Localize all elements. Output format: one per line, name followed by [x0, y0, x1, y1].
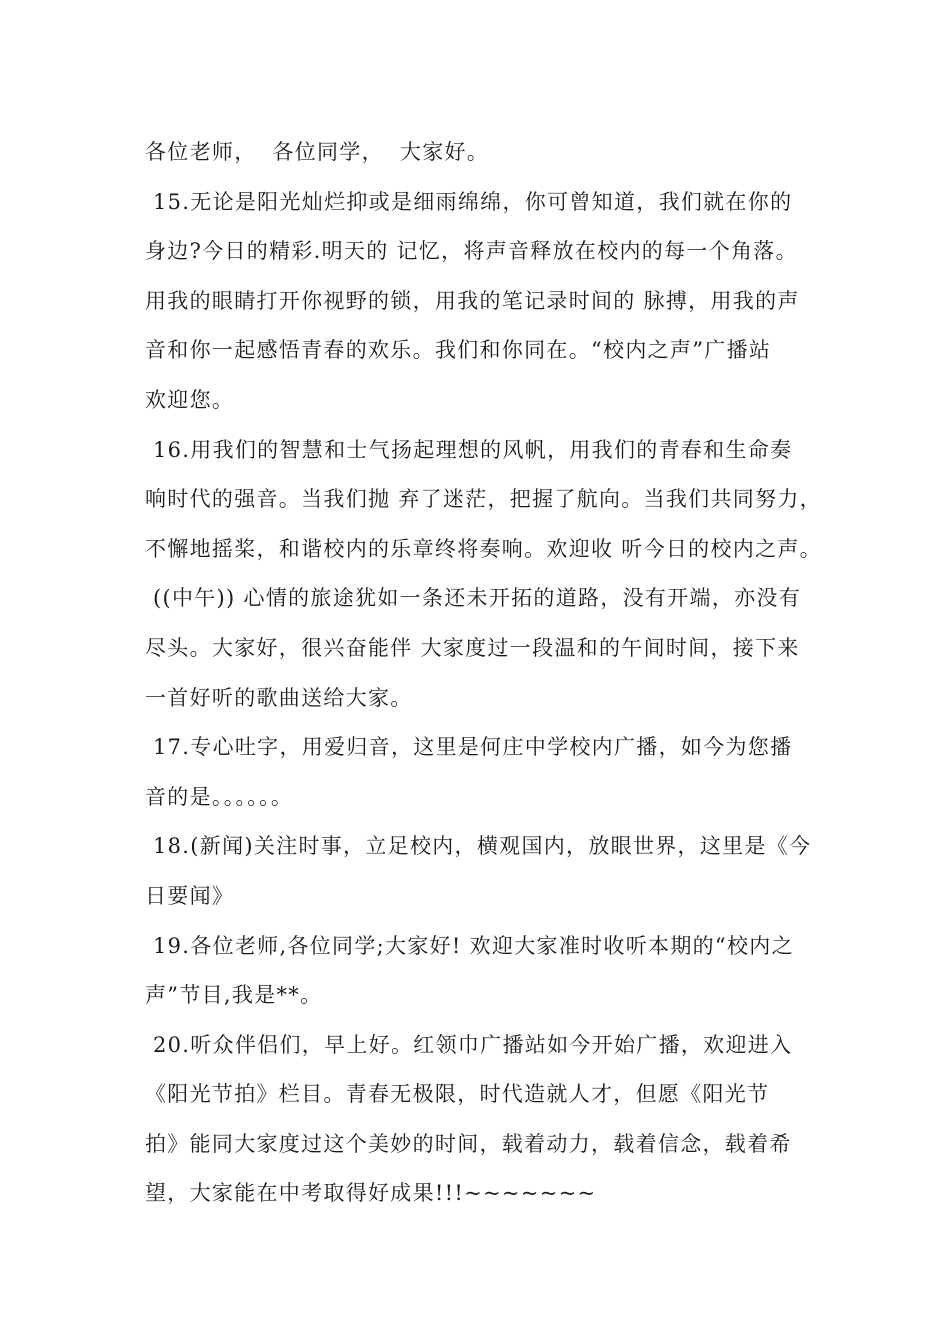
text-line: 拍》能同大家度过这个美妙的时间，载着动力，载着信念，载着希 — [145, 1131, 792, 1156]
text-line: 19.各位老师,各位同学;大家好! 欢迎大家准时收听本期的“校内之 — [145, 933, 794, 958]
text-line: 一首好听的歌曲送给大家。 — [145, 685, 413, 710]
text-line: 18.(新闻)关注时事，立足校内，横观国内，放眼世界，这里是《今 — [145, 834, 812, 859]
text-line: 欢迎您。 — [145, 387, 235, 412]
text-line: 响时代的强音。当我们抛 弃了迷茫，把握了航向。当我们共同努力， — [145, 487, 822, 512]
text-line: 各位老师， 各位同学， 大家好。 — [145, 140, 490, 164]
text-line: 身边?今日的精彩.明天的 记忆，将声音释放在校内的每一个角落。 — [145, 239, 798, 264]
text-line: 17.专心吐字，用爱归音，这里是何庄中学校内广播，如今为您播 — [145, 735, 793, 760]
text-line: 不懈地摇桨，和谐校内的乐章终将奏响。欢迎收 听今日的校内之声。 — [145, 536, 822, 561]
text-line: 音的是。。。。。。 — [145, 784, 294, 809]
text-line: ((中午)) 心情的旅途犹如一条还未开拓的道路，没有开端，亦没有 — [145, 586, 802, 611]
text-line: 20.听众伴侣们，早上好。红领巾广播站如今开始广播，欢迎进入 — [145, 1032, 793, 1057]
text-line: 声”节目,我是**。 — [145, 983, 323, 1008]
text-line: 日要闻》 — [145, 883, 235, 908]
text-line: 尽头。大家好，很兴奋能伴 大家度过一段温和的午间时间，接下来 — [145, 635, 800, 660]
text-line: 15.无论是阳光灿烂抑或是细雨绵绵，你可曾知道，我们就在你的 — [145, 189, 793, 214]
text-line: 《阳光节拍》栏目。青春无极限，时代造就人才，但愿《阳光节 — [145, 1082, 770, 1107]
text-line: 望，大家能在中考取得好成果!!!~~~~~~~ — [145, 1181, 597, 1206]
text-line: 用我的眼睛打开你视野的锁，用我的笔记录时间的 脉搏，用我的声 — [145, 288, 800, 313]
text-line: 16.用我们的智慧和士气扬起理想的风帆，用我们的青春和生命奏 — [145, 437, 793, 462]
document-body — [145, 128, 835, 1219]
text-line: 音和你一起感悟青春的欢乐。我们和你同在。“校内之声”广播站 — [145, 338, 772, 363]
